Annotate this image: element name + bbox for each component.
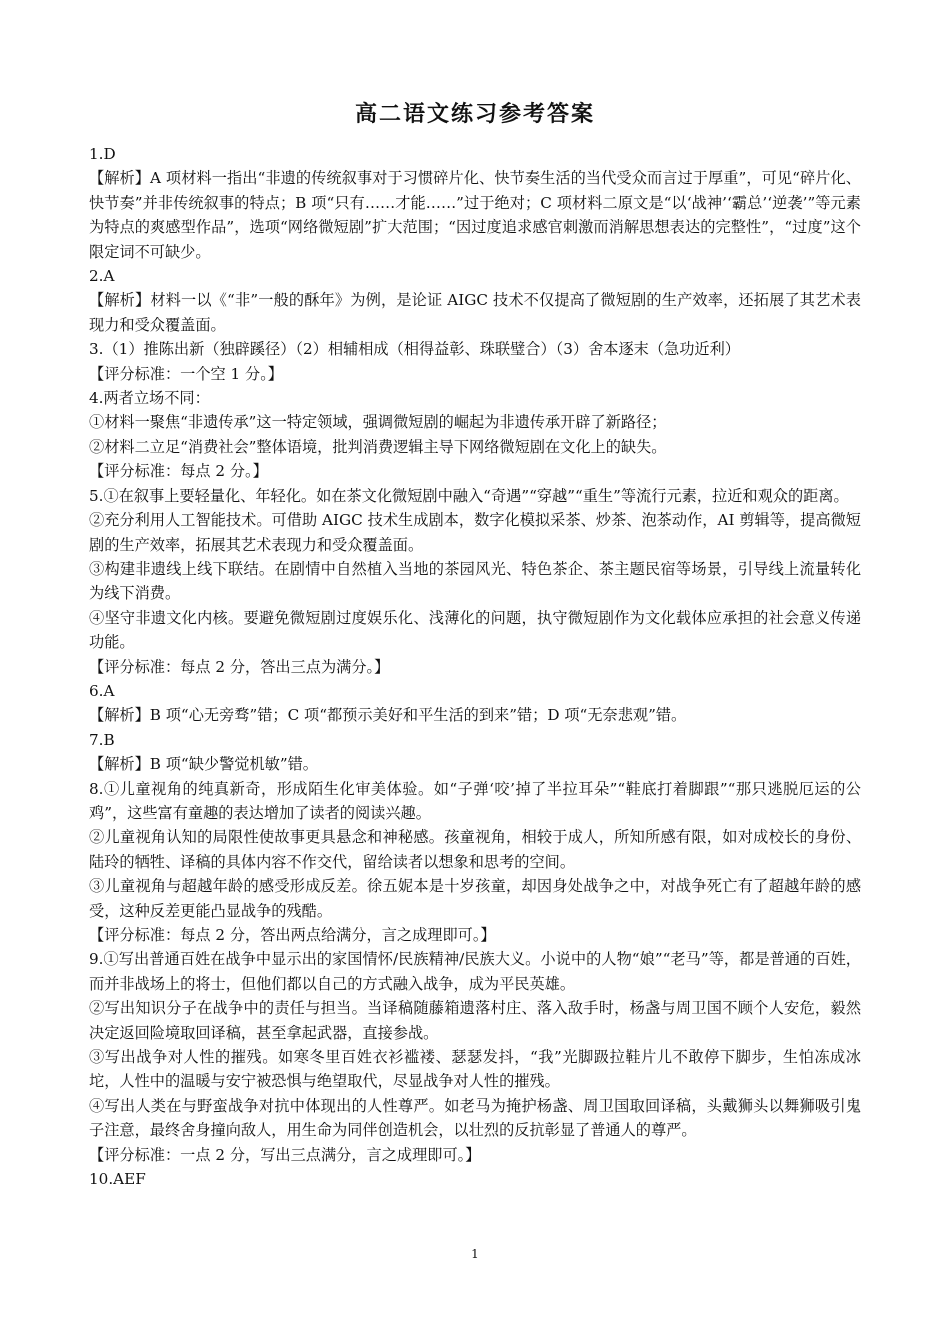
answer-line: ②材料二立足“消费社会”整体语境，批判消费逻辑主导下网络微短剧在文化上的缺失。 <box>89 437 667 456</box>
answer-line: 4.两者立场不同： <box>89 389 210 408</box>
answer-line: ①材料一聚焦“非遗传承”这一特定领域，强调微短剧的崛起为非遗传承开辟了新路径； <box>89 413 667 432</box>
answer-line: 【评分标准：每点 2 分。】 <box>89 462 268 481</box>
answer-line: 【评分标准：每点 2 分，答出两点给满分，言之成理即可。】 <box>89 926 496 944</box>
answer-line: 2.A <box>89 267 115 286</box>
answer-content <box>89 142 861 1191</box>
answer-line: 6.A <box>89 681 115 700</box>
answer-line: 3.（1）推陈出新（独辟蹊径）（2）相辅相成（相得益彰、珠联璧合）（3）舍本逐末（急功近利） <box>89 340 740 359</box>
answer-line: ③构建非遗线上线下联结。在剧情中自然植入当地的茶园风光、特色茶企、茶主题民宿等场景，引导线上流量转化为线下消费。 <box>89 559 861 603</box>
answer-line: 8.①儿童视角的纯真新奇，形成陌生化审美体验。如“子弹‘咬’掉了半拉耳朵”“鞋底打着脚跟”“那只逃脱厄运的公鸡”，这些富有童趣的表达增加了读者的阅读兴趣。 <box>89 779 861 822</box>
answer-line: 9.①写出普通百姓在战争中显示出的家国情怀/民族精神/民族大义。小说中的人物“娘”“老马”等，都是普通的百姓，而并非战场上的将士，但他们都以自己的方式融入战争，成为平民英雄。 <box>89 950 861 993</box>
answer-line: 5.①在叙事上要轻量化、年轻化。如在茶文化微短剧中融入“奇遇”“穿越”“重生”等流行元素，拉近和观众的距离。 <box>89 486 849 505</box>
page-number: 1 <box>471 1247 479 1261</box>
answer-line: ②充分利用人工智能技术。可借助 AIGC 技术生成剧本，数字化模拟采茶、炒茶、泡茶动作，AI 剪辑等，提高微短剧的生产效率，拓展其艺术表现力和受众覆盖面。 <box>89 511 861 554</box>
answer-line: ③写出战争对人性的摧残。如寒冬里百姓衣衫褴褛、瑟瑟发抖，“我”光脚趿拉鞋片儿不敢停下脚步，生怕冻成冰坨，人性中的温暖与安宁被恐惧与绝望取代，尽显战争对人性的摧残。 <box>89 1048 861 1091</box>
answer-line: ②儿童视角认知的局限性使故事更具悬念和神秘感。孩童视角，相较于成人，所知所感有限，如对成校长的身份、陆玲的牺牲、译稿的具体内容不作交代，留给读者以想象和思考的空间。 <box>89 828 861 871</box>
answer-line: 【解析】材料一以《“非”一般的酥年》为例，是论证 AIGC 技术不仅提高了微短剧的生产效率，还拓展了其艺术表现力和受众覆盖面。 <box>89 291 861 334</box>
answer-line: 1.D <box>89 145 116 163</box>
answer-line: ③儿童视角与超越年龄的感受形成反差。徐五妮本是十岁孩童，却因身处战争之中，对战争死亡有了超越年龄的感受，这种反差更能凸显战争的残酷。 <box>89 877 861 920</box>
answer-line: ④写出人类在与野蛮战争对抗中体现出的人性尊严。如老马为掩护杨盏、周卫国取回译稿，头戴狮头以舞狮吸引鬼子注意，最终舍身撞向敌人，用生命为同伴创造机会，以壮烈的反抗彰显了普通人的尊严。 <box>89 1096 861 1140</box>
answer-line: 【解析】B 项“心无旁骛”错；C 项“都预示美好和平生活的到来”错；D 项“无奈悲观”错。 <box>89 706 687 725</box>
answer-line: 【评分标准：每点 2 分，答出三点为满分。】 <box>89 657 390 676</box>
answer-line: 【解析】B 项“缺少警觉机敏”错。 <box>89 755 318 774</box>
answer-line: 【解析】A 项材料一指出“非遗的传统叙事对于习惯碎片化、快节奏生活的当代受众而言过于厚重”，可见“碎片化、快节奏”并非传统叙事的特点；B 项“只有……才能……”过于绝对；C 项材料二原文是“以‘战神’‘霸总’‘逆袭’”等元素为特点的爽感型作品”，选项“网络微短剧”扩大范围；“因过度追求感官刺激而消解思想表达的完整性”，“过度”这个限定词不可缺少。 <box>89 169 861 261</box>
answer-line: 【评分标准：一点 2 分，写出三点满分，言之成理即可。】 <box>89 1145 481 1164</box>
answer-line: 【评分标准：一个空 1 分。】 <box>89 364 283 383</box>
answer-line: ②写出知识分子在战争中的责任与担当。当译稿随藤箱遗落村庄、落入敌手时，杨盏与周卫国不顾个人安危，毅然决定返回险境取回译稿，甚至拿起武器，直接参战。 <box>89 999 861 1042</box>
answer-line: 7.B <box>89 730 115 749</box>
page-title: 高二语文练习参考答案 <box>354 102 595 127</box>
answer-line: 10.AEF <box>89 1170 146 1189</box>
answer-line: ④坚守非遗文化内核。要避免微短剧过度娱乐化、浅薄化的问题，执守微短剧作为文化载体应承担的社会意义传递功能。 <box>89 608 861 652</box>
